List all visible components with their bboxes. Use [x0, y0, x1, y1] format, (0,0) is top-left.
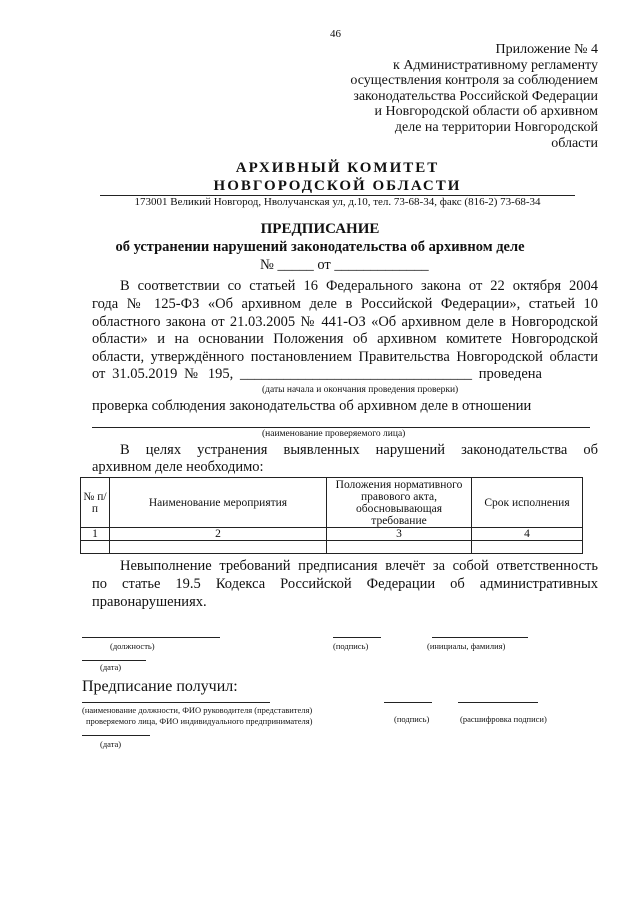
- warning-line: по статье 19.5 Кодекса Российской Федерации об административных: [92, 576, 598, 592]
- caption-decode: (расшифровка подписи): [460, 714, 547, 724]
- body-line: области» и на основании Положения об архивном комитете Новгородской: [92, 331, 598, 347]
- org-name: АРХИВНЫЙ КОМИТЕТ: [235, 160, 440, 176]
- col-number: 2: [110, 528, 327, 541]
- caption-dates: (даты начала и окончания проведения проверки): [262, 385, 459, 395]
- appendix-line: области: [551, 135, 598, 151]
- body-line: области, утверждённого постановлением Правительства Новгородской области: [92, 349, 598, 365]
- page-number: 46: [330, 28, 341, 40]
- recipient-date-blank: [82, 735, 150, 736]
- caption-initials: (инициалы, фамилия): [427, 641, 506, 651]
- appendix-line: деле на территории Новгородской: [394, 119, 598, 135]
- recipient-signature-blank: [384, 702, 432, 703]
- body-line: В соответствии со статьей 16 Федерального закона от 22 октября 2004: [120, 278, 598, 294]
- doc-subtitle: об устранении нарушений законодательства об архивном деле: [115, 239, 525, 255]
- initials-blank: [432, 637, 528, 638]
- col-header: Наименование мероприятия: [110, 478, 327, 528]
- col-header: № п/п: [81, 478, 110, 528]
- appendix-line: осуществления контроля за соблюдением: [350, 73, 598, 89]
- appendix-line: Приложение № 4: [495, 42, 598, 57]
- check-line: проверка соблюдения законодательства об архивном деле в отношении: [92, 398, 532, 414]
- recipient-blank: [82, 702, 270, 703]
- org-region: НОВГОРОДСКОЙ ОБЛАСТИ: [213, 178, 462, 194]
- col-number: 1: [81, 528, 110, 541]
- warning-line: Невыполнение требований предписания влечёт за собой ответственность: [120, 558, 598, 574]
- position-blank: [82, 637, 220, 638]
- entity-blank: [92, 427, 590, 428]
- caption-recipient: (наименование должности, ФИО руководителя (представителя): [82, 705, 313, 715]
- warning-line: правонарушениях.: [92, 594, 207, 610]
- doc-number: № _____ от _____________: [260, 257, 429, 273]
- measures-table: [80, 477, 583, 554]
- col-number: 4: [472, 528, 583, 541]
- doc-title: ПРЕДПИСАНИЕ: [260, 221, 380, 237]
- table-row: [81, 541, 583, 554]
- aim-line: архивном деле необходимо:: [92, 459, 264, 475]
- caption-entity: (наименование проверяемого лица): [262, 429, 406, 439]
- caption-position: (должность): [110, 641, 155, 651]
- caption-recipient: проверяемого лица, ФИО индивидуального предпринимателя): [86, 716, 313, 726]
- body-line: областного закона от 21.03.2005 № 441-ОЗ «Об архивном деле в Новгородской: [92, 314, 598, 330]
- caption-signature: (подпись): [333, 641, 369, 651]
- aim-line: В целях устранения выявленных нарушений законодательства об: [120, 442, 598, 458]
- appendix-line: и Новгородской области об архивном: [374, 104, 598, 120]
- caption-recipient-signature: (подпись): [394, 714, 430, 724]
- body-line: года № 125-ФЗ «Об архивном деле в Российской Федерации», статьей 10: [92, 296, 598, 312]
- col-number: 3: [327, 528, 472, 541]
- decode-blank: [458, 702, 538, 703]
- appendix-line: к Административному регламенту: [393, 57, 598, 73]
- col-header: Срок исполнения: [472, 478, 583, 528]
- appendix-note: [350, 42, 598, 151]
- col-header: Положения нормативного правового акта, обосновывающая требование: [327, 478, 472, 528]
- received-title: Предписание получил:: [82, 678, 238, 695]
- signature-blank: [333, 637, 381, 638]
- appendix-line: законодательства Российской Федерации: [353, 88, 598, 104]
- caption-date: (дата): [100, 662, 122, 672]
- date-blank: [82, 660, 146, 661]
- caption-recipient-date: (дата): [100, 739, 122, 749]
- org-address: 173001 Великий Новгород, Нволучанская ул, д.10, тел. 73-68-34, факс (816-2) 73-68-34: [134, 196, 541, 208]
- body-line: от 31.05.2019 № 195, ________________________________ проведена: [92, 366, 542, 382]
